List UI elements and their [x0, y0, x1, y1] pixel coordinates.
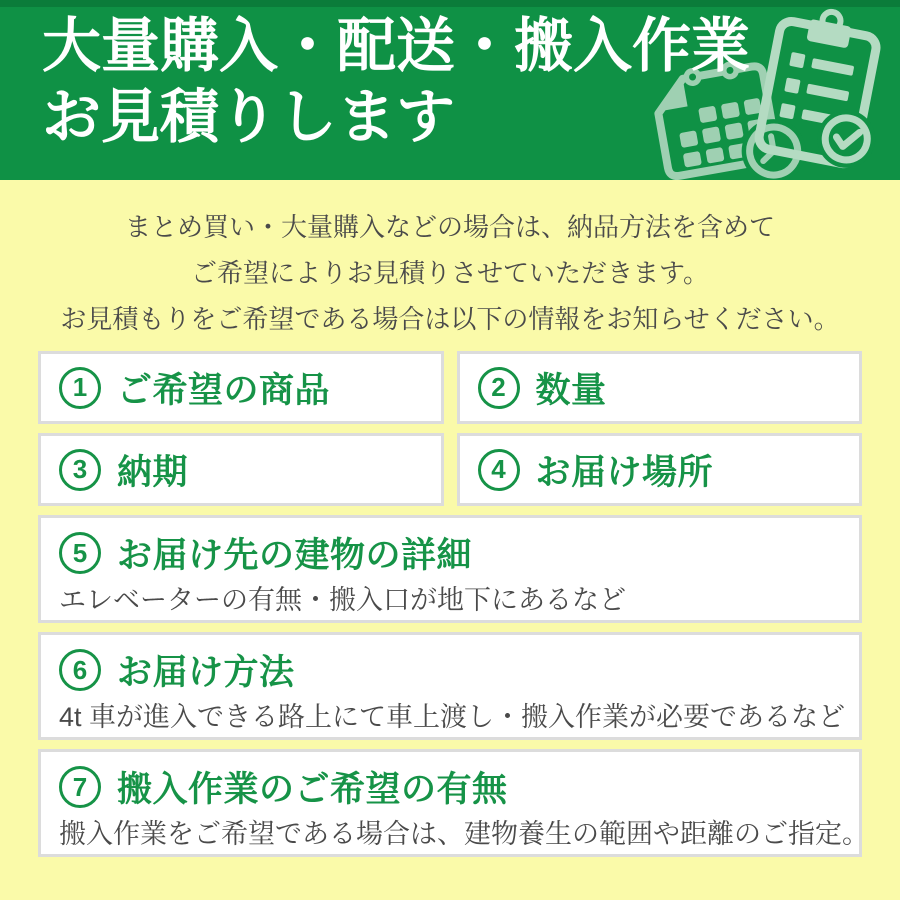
item-title: お届け場所	[535, 452, 714, 492]
item-title: 数量	[535, 370, 607, 410]
item-title: お届け先の建物の詳細	[117, 536, 473, 575]
item-number-badge: 4	[478, 449, 520, 491]
item-box-desired-product	[38, 351, 444, 424]
item-number-badge: 6	[59, 649, 101, 691]
item-number-badge: 5	[59, 532, 101, 574]
item-number-badge: 1	[59, 367, 101, 409]
item-box-delivery-method	[38, 632, 862, 740]
item-box-delivery-date	[38, 433, 444, 506]
item-title: お届け方法	[117, 653, 295, 692]
item-title: ご希望の商品	[117, 370, 331, 410]
header-banner	[0, 0, 900, 180]
item-title: 搬入作業のご希望の有無	[117, 770, 508, 809]
item-box-quantity	[457, 351, 863, 424]
item-box-building-details	[38, 515, 862, 623]
page-title	[42, 11, 750, 153]
page-title-line1: 大量購入・配送・搬入作業	[42, 13, 751, 79]
requirements-grid	[38, 351, 869, 857]
item-box-carry-in-work	[38, 749, 869, 857]
page-title-line2: お見積りします	[42, 84, 456, 150]
clipboard-check-icon	[740, 0, 899, 180]
item-note: 4t 車が進入できる路上にて車上渡し・搬入作業が必要であるなど	[59, 702, 846, 732]
item-note: 搬入作業をご希望である場合は、建物養生の範囲や距離のご指定。	[59, 819, 869, 849]
intro-line3: お見積もりをご希望である場合は以下の情報をお知らせください。	[60, 304, 840, 334]
item-box-delivery-place	[457, 433, 863, 506]
item-head	[59, 528, 841, 578]
item-head	[59, 645, 841, 695]
item-head	[59, 762, 841, 812]
item-number-badge: 2	[478, 367, 520, 409]
intro-text	[0, 180, 900, 342]
item-number-badge: 7	[59, 766, 101, 808]
item-title: 納期	[117, 452, 189, 492]
item-note: エレベーターの有無・搬入口が地下にあるなど	[59, 585, 626, 615]
intro-line2: ご希望によりお見積りさせていただきます。	[191, 258, 709, 288]
intro-line1: まとめ買い・大量購入などの場合は、納品方法を含めて	[124, 212, 775, 242]
item-number-badge: 3	[59, 449, 101, 491]
